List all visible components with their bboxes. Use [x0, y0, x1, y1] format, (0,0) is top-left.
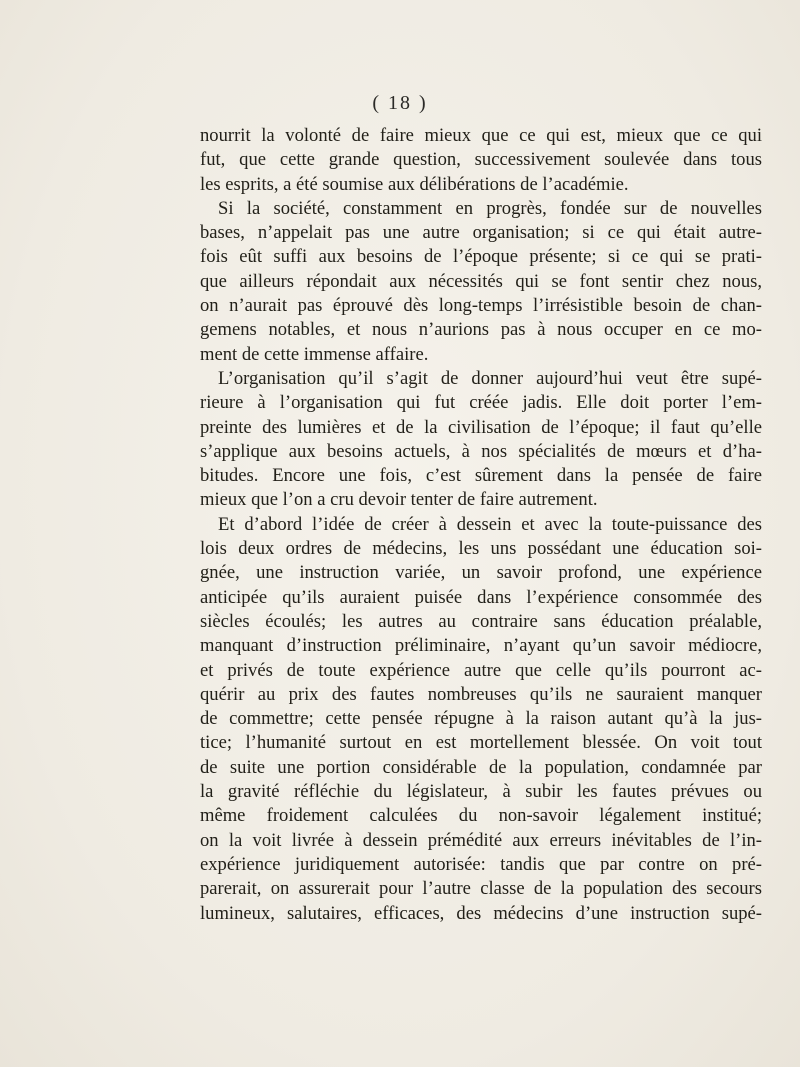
text-line: gemens notables, et nous n’aurions pas à nous occuper en ce mo- — [200, 319, 762, 341]
text-line: Si la société, constamment en progrès, fondée sur de nouvelles — [218, 197, 762, 219]
text-line: L’organisation qu’il s’agit de donner aujourd’hui veut être supé- — [218, 367, 762, 389]
text-line: bitudes. Encore une fois, c’est sûrement dans la pensée de faire — [200, 465, 762, 487]
text-line: de suite une portion considérable de la population, condamnée par — [200, 756, 762, 778]
text-line: ment de cette immense affaire. — [200, 343, 429, 365]
text-line: fut, que cette grande question, successivement soulevée dans tous — [200, 149, 762, 171]
text-line: Et d’abord l’idée de créer à dessein et avec la toute-puissance des — [218, 513, 762, 535]
text-line: lumineux, salutaires, efficaces, des médecins d’une instruction supé- — [200, 902, 762, 924]
text-line: nourrit la volonté de faire mieux que ce qui est, mieux que ce qui — [200, 125, 762, 146]
text-line: quérir au prix des fautes nombreuses qu’ils ne sauraient manquer — [200, 683, 762, 705]
text-line: expérience juridiquement autorisée: tandis que par contre on pré- — [200, 853, 762, 875]
body-text — [200, 124, 762, 926]
text-line: la gravité réfléchie du législateur, à subir les fautes prévues ou — [200, 781, 762, 803]
text-line: s’applique aux besoins actuels, à nos spécialités de mœurs et d’ha- — [200, 440, 762, 462]
text-line: siècles écoulés; les autres au contraire sans éducation préalable, — [200, 610, 762, 632]
text-line: que ailleurs répondait aux nécessités qui se font sentir chez nous, — [200, 270, 762, 292]
text-line: lois deux ordres de médecins, les uns possédant une éducation soi- — [200, 538, 762, 560]
text-line: anticipée qu’ils auraient puisée dans l’expérience consommée des — [200, 586, 762, 608]
text-line: et privés de toute expérience autre que celle qu’ils pourront ac- — [200, 659, 762, 681]
text-line: on la voit livrée à dessein prémédité aux erreurs inévitables de l’in- — [200, 829, 762, 851]
text-line: on n’aurait pas éprouvé dès long-temps l’irrésistible besoin de chan- — [200, 295, 762, 317]
text-line: bases, n’appelait pas une autre organisation; si ce qui était autre- — [200, 222, 762, 244]
text-line: mieux que l’on a cru devoir tenter de faire autrement. — [200, 489, 598, 511]
text-line: preinte des lumières et de la civilisation de l’époque; il faut qu’elle — [200, 416, 762, 438]
text-line: de commettre; cette pensée répugne à la raison autant qu’à la jus- — [200, 708, 762, 730]
text-line: les esprits, a été soumise aux délibérations de l’académie. — [200, 173, 629, 195]
page-number: ( 18 ) — [372, 92, 428, 114]
text-line: rieure à l’organisation qui fut créée jadis. Elle doit porter l’em- — [200, 392, 762, 414]
text-line: même froidement calculées du non-savoir légalement institué; — [200, 805, 762, 827]
text-line: fois eût suffi aux besoins de l’époque présente; si ce qui se prati- — [200, 246, 762, 268]
text-line: gnée, une instruction variée, un savoir profond, une expérience — [200, 562, 762, 584]
text-line: parerait, on assurerait pour l’autre classe de la population des secours — [200, 878, 762, 900]
text-line: tice; l’humanité surtout en est mortellement blessée. On voit tout — [200, 732, 762, 754]
text-line: manquant d’instruction préliminaire, n’ayant qu’un savoir médiocre, — [200, 635, 762, 657]
